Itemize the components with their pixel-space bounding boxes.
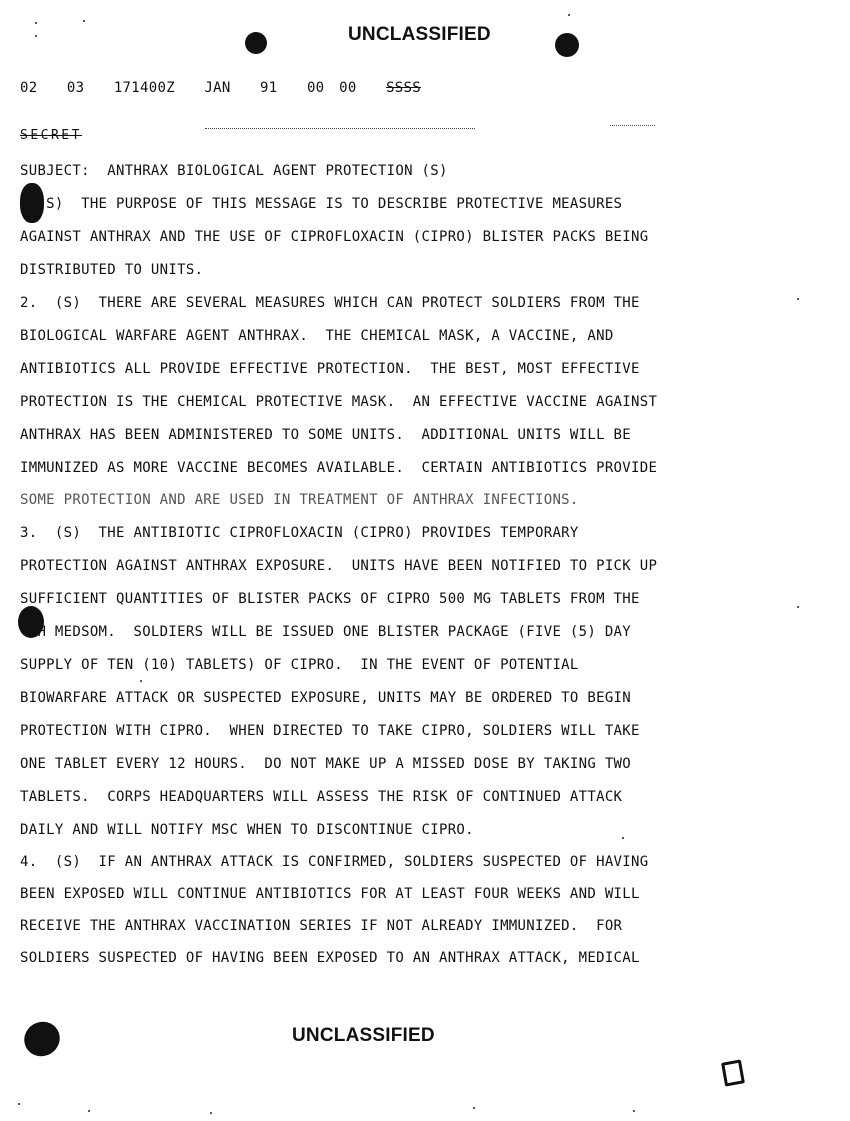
scan-speck bbox=[88, 1110, 90, 1112]
scan-speck bbox=[633, 1110, 635, 1112]
scan-speck bbox=[83, 20, 85, 22]
paragraph-line: BIOWARFARE ATTACK OR SUSPECTED EXPOSURE, UNITS MAY BE ORDERED TO BEGIN bbox=[20, 690, 632, 706]
faded-line-artifact bbox=[205, 128, 475, 130]
dtg-struck-code: SSSS bbox=[386, 80, 421, 96]
paragraph-line: TABLETS. CORPS HEADQUARTERS WILL ASSESS THE RISK OF CONTINUED ATTACK bbox=[20, 789, 623, 805]
paragraph-line: AGAINST ANTHRAX AND THE USE OF CIPROFLOXACIN (CIPRO) BLISTER PACKS BEING bbox=[20, 229, 649, 245]
paragraph-line-faded: SOME PROTECTION AND ARE USED IN TREATMENT OF ANTHRAX INFECTIONS. bbox=[20, 492, 579, 508]
scan-speck bbox=[140, 680, 142, 682]
corner-stamp-mark bbox=[721, 1059, 745, 1086]
paragraph-line: DAILY AND WILL NOTIFY MSC WHEN TO DISCONTINUE CIPRO. bbox=[20, 822, 474, 838]
paragraph-line: SUPPLY OF TEN (10) TABLETS) OF CIPRO. IN THE EVENT OF POTENTIAL bbox=[20, 657, 579, 673]
scan-speck bbox=[210, 1112, 212, 1114]
scan-speck bbox=[18, 1103, 20, 1105]
hole-punch-top-right bbox=[555, 33, 579, 57]
scan-speck bbox=[568, 14, 570, 16]
paragraph-line: (S) THE PURPOSE OF THIS MESSAGE IS TO DESCRIBE PROTECTIVE MEASURES bbox=[20, 196, 623, 212]
paragraph-line: IMMUNIZED AS MORE VACCINE BECOMES AVAILABLE. CERTAIN ANTIBIOTICS PROVIDE bbox=[20, 460, 658, 476]
scan-speck bbox=[35, 22, 37, 24]
paragraph-line: DISTRIBUTED TO UNITS. bbox=[20, 262, 204, 278]
paragraph-line: PROTECTION WITH CIPRO. WHEN DIRECTED TO TAKE CIPRO, SOLDIERS WILL TAKE bbox=[20, 723, 640, 739]
hole-punch-top-left bbox=[245, 32, 267, 54]
subject-line: SUBJECT: ANTHRAX BIOLOGICAL AGENT PROTECTION (S) bbox=[20, 163, 448, 179]
paragraph-line: BEEN EXPOSED WILL CONTINUE ANTIBIOTICS FOR AT LEAST FOUR WEEKS AND WILL bbox=[20, 886, 640, 902]
hole-punch-bottom-left bbox=[18, 1015, 66, 1062]
scan-speck bbox=[797, 298, 799, 300]
paragraph-line: 4. (S) IF AN ANTHRAX ATTACK IS CONFIRMED, SOLDIERS SUSPECTED OF HAVING bbox=[20, 854, 649, 870]
scan-speck bbox=[35, 35, 37, 37]
paragraph-line: 3. (S) THE ANTIBIOTIC CIPROFLOXACIN (CIPRO) PROVIDES TEMPORARY bbox=[20, 525, 579, 541]
paragraph-line: ONE TABLET EVERY 12 HOURS. DO NOT MAKE UP A MISSED DOSE BY TAKING TWO bbox=[20, 756, 632, 772]
paragraph-line: SOLDIERS SUSPECTED OF HAVING BEEN EXPOSED TO AN ANTHRAX ATTACK, MEDICAL bbox=[20, 950, 640, 966]
date-time-group bbox=[20, 80, 421, 96]
paragraph-line: ANTHRAX HAS BEEN ADMINISTERED TO SOME UNITS. ADDITIONAL UNITS WILL BE bbox=[20, 427, 632, 443]
paragraph-line: 2. (S) THERE ARE SEVERAL MEASURES WHICH CAN PROTECT SOLDIERS FROM THE bbox=[20, 295, 640, 311]
paragraph-line: ANTIBIOTICS ALL PROVIDE EFFECTIVE PROTECTION. THE BEST, MOST EFFECTIVE bbox=[20, 361, 640, 377]
bottom-classification-banner: UNCLASSIFIED bbox=[292, 1025, 435, 1046]
paragraph-line: BIOLOGICAL WARFARE AGENT ANTHRAX. THE CHEMICAL MASK, A VACCINE, AND bbox=[20, 328, 614, 344]
scan-speck bbox=[622, 837, 624, 839]
paragraph-line: SUFFICIENT QUANTITIES OF BLISTER PACKS OF CIPRO 500 MG TABLETS FROM THE bbox=[20, 591, 640, 607]
paragraph-line: PROTECTION IS THE CHEMICAL PROTECTIVE MASK. AN EFFECTIVE VACCINE AGAINST bbox=[20, 394, 658, 410]
scan-speck bbox=[797, 606, 799, 608]
top-classification-banner: UNCLASSIFIED bbox=[348, 24, 491, 45]
paragraph-line: RECEIVE THE ANTHRAX VACCINATION SERIES IF NOT ALREADY IMMUNIZED. FOR bbox=[20, 918, 623, 934]
paragraph-line: PROTECTION AGAINST ANTHRAX EXPOSURE. UNITS HAVE BEEN NOTIFIED TO PICK UP bbox=[20, 558, 658, 574]
faded-line-artifact-right bbox=[610, 125, 655, 127]
scan-speck bbox=[473, 1107, 475, 1109]
classification-marking: SECRET bbox=[20, 128, 82, 143]
dtg-text: 02 03 171400Z JAN 91 00 00 bbox=[20, 80, 387, 96]
paragraph-line: TH MEDSOM. SOLDIERS WILL BE ISSUED ONE BLISTER PACKAGE (FIVE (5) DAY bbox=[20, 624, 632, 640]
